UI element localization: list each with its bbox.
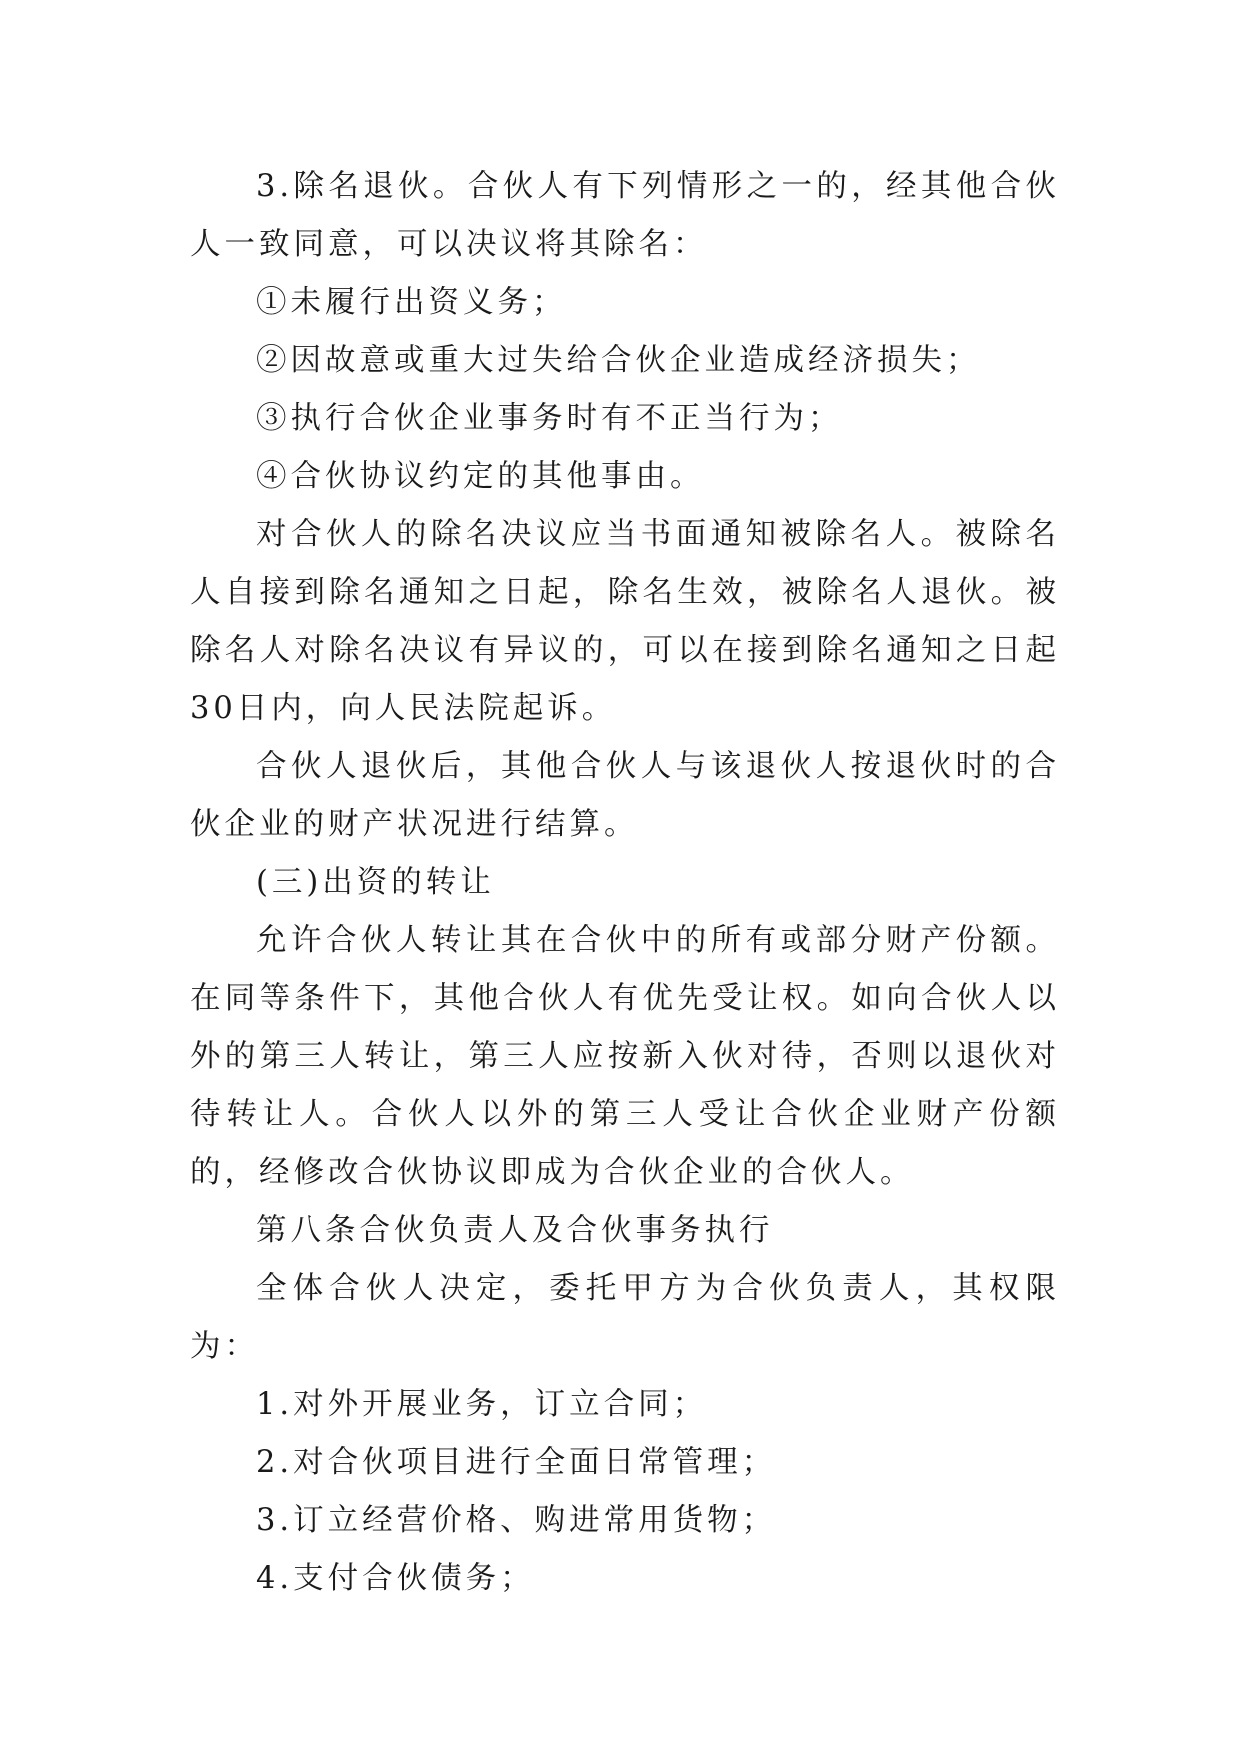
paragraph-expulsion: 3.除名退伙。合伙人有下列情形之一的，经其他合伙人一致同意，可以决议将其除名：: [190, 169, 1060, 262]
paragraph-transfer: 允许合伙人转让其在合伙中的所有或部分财产份额。在同等条件下，其他合伙人有优先受让权。如向合伙人以外的第三人转让，第三人应按新入伙对待，否则以退伙对待转让人。合伙人以外的第三人受让合伙企业财产份额的，经修改合伙协议即成为合伙企业的合伙人。: [190, 923, 1060, 1190]
list-item: ③执行合伙企业事务时有不正当行为；: [256, 401, 843, 436]
list-item: 4.支付合伙债务；: [256, 1561, 535, 1596]
paragraph-notice: 对合伙人的除名决议应当书面通知被除名人。被除名人自接到除名通知之日起，除名生效，被除名人退伙。被除名人对除名决议有异议的，可以在接到除名通知之日起30日内，向人民法院起诉。: [190, 517, 1060, 726]
list-item: 3.订立经营价格、购进常用货物；: [256, 1503, 777, 1538]
list-item: ②因故意或重大过失给合伙企业造成经济损失；: [256, 343, 981, 378]
paragraph-authority: 全体合伙人决定，委托甲方为合伙负责人，其权限为：: [190, 1271, 1060, 1364]
list-item: 2.对合伙项目进行全面日常管理；: [256, 1445, 777, 1480]
paragraph-settlement: 合伙人退伙后，其他合伙人与该退伙人按退伙时的合伙企业的财产状况进行结算。: [190, 749, 1060, 842]
section-heading: (三)出资的转让: [256, 865, 495, 900]
article-heading: 第八条合伙负责人及合伙事务执行: [256, 1213, 774, 1248]
list-item: 1.对外开展业务，订立合同；: [256, 1387, 708, 1422]
list-item: ④合伙协议约定的其他事由。: [256, 459, 705, 494]
list-item: ①未履行出资义务；: [256, 285, 567, 320]
document-page: [190, 158, 1060, 1608]
